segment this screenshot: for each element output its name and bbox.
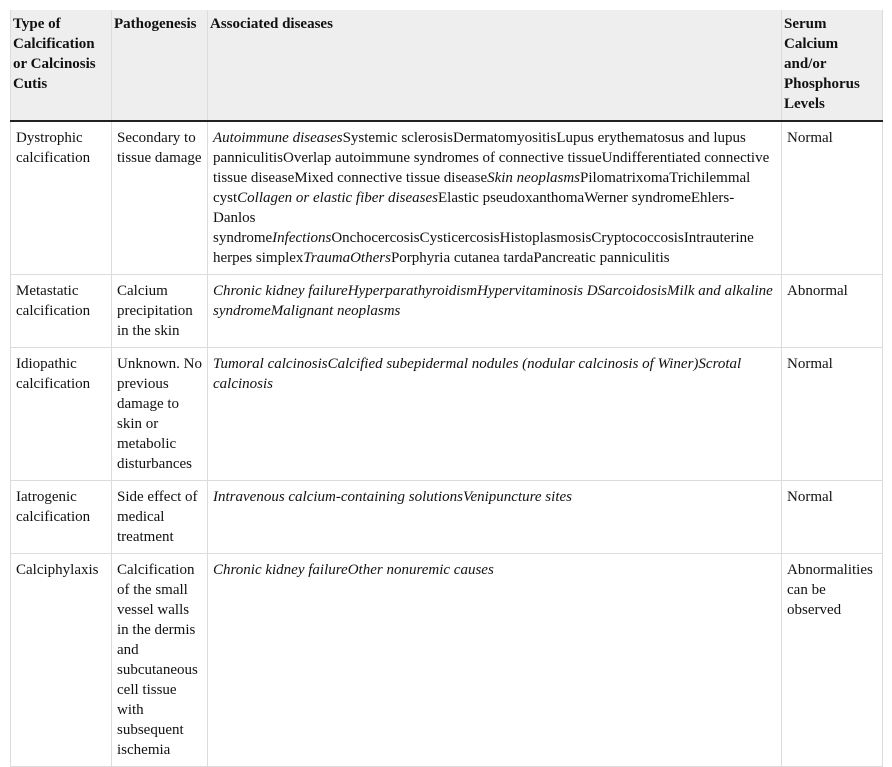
disease-item: Trichilemmal cyst [213, 170, 751, 206]
table-row [11, 121, 883, 275]
calcinosis-table [10, 10, 883, 767]
disease-category: Sarcoidosis [597, 283, 667, 299]
disease-category: Hyperparathyroidism [347, 283, 478, 299]
type-cell: Metastatic calcification [11, 275, 112, 348]
table-row [11, 554, 883, 767]
type-cell: Dystrophic calcification [11, 121, 112, 275]
header-pathogenesis: Pathogenesis [112, 10, 208, 121]
table-body [11, 121, 883, 767]
levels-cell: Normal [782, 348, 883, 481]
levels-cell: Abnormalities can be observed [782, 554, 883, 767]
table-header [11, 10, 883, 121]
disease-item: Mixed connective tissue disease [294, 170, 488, 186]
disease-item: Lupus erythematosus and lupus panniculitis [213, 130, 746, 166]
type-cell: Iatrogenic calcification [11, 481, 112, 554]
disease-item: Elastic pseudoxanthoma [438, 190, 585, 206]
disease-category: Trauma [303, 250, 351, 266]
disease-item: Cysticercosis [419, 230, 500, 246]
levels-cell: Normal [782, 481, 883, 554]
header-type: Type of Calcification or Calcinosis Cutis [11, 10, 112, 121]
pathogenesis-cell: Calcium precipitation in the skin [112, 275, 208, 348]
disease-category: Others [350, 250, 391, 266]
disease-category: Chronic kidney failure [213, 562, 348, 578]
table-row [11, 348, 883, 481]
disease-category: Collagen or elastic fiber diseases [237, 190, 438, 206]
disease-category: Calcified subepidermal nodules (nodular calcinosis of Winer) [327, 356, 699, 372]
disease-item: Onchocercosis [331, 230, 420, 246]
disease-item: Histoplasmosis [499, 230, 592, 246]
disease-item: Pancreatic panniculitis [533, 250, 670, 266]
disease-category: Tumoral calcinosis [213, 356, 328, 372]
table-row [11, 481, 883, 554]
diseases-cell [208, 348, 782, 481]
disease-item: Systemic sclerosis [342, 130, 453, 146]
diseases-cell [208, 275, 782, 348]
disease-category: Milk and alkaline syndrome [213, 283, 773, 319]
disease-category: Infections [272, 230, 332, 246]
pathogenesis-cell: Unknown. No previous damage to skin or metabolic disturbances [112, 348, 208, 481]
disease-item: Porphyria cutanea tarda [390, 250, 534, 266]
disease-item: Dermatomyositis [452, 130, 557, 146]
disease-item: Intrauterine herpes simplex [213, 230, 754, 266]
disease-item: Cryptococcosis [591, 230, 684, 246]
disease-category: Autoimmune diseases [213, 130, 343, 146]
disease-category: Malignant neoplasms [270, 303, 401, 319]
disease-item: Undifferentiated connective tissue disease [213, 150, 770, 186]
diseases-cell [208, 481, 782, 554]
table-row [11, 275, 883, 348]
pathogenesis-cell: Secondary to tissue damage [112, 121, 208, 275]
type-cell: Idiopathic calcification [11, 348, 112, 481]
disease-category: Intravenous calcium-containing solutions [213, 489, 463, 505]
disease-item: Overlap autoimmune syndromes of connective tissue [283, 150, 602, 166]
disease-category: Venipuncture sites [462, 489, 572, 505]
header-diseases: Associated diseases [208, 10, 782, 121]
diseases-cell [208, 554, 782, 767]
disease-category: Skin neoplasms [487, 170, 581, 186]
levels-cell: Abnormal [782, 275, 883, 348]
disease-item: Werner syndrome [584, 190, 691, 206]
disease-category: Other nonuremic causes [347, 562, 494, 578]
diseases-cell [208, 121, 782, 275]
disease-item: Ehlers-Danlos syndrome [213, 190, 735, 246]
header-row [11, 10, 883, 121]
pathogenesis-cell: Calcification of the small vessel walls in the dermis and subcutaneous cell tissue with subsequent ischemia [112, 554, 208, 767]
disease-category: Scrotal calcinosis [213, 356, 742, 392]
disease-category: Chronic kidney failure [213, 283, 348, 299]
header-levels: Serum Calcium and/or Phosphorus Levels [782, 10, 883, 121]
disease-category: Hypervitaminosis D [477, 283, 598, 299]
levels-cell: Normal [782, 121, 883, 275]
pathogenesis-cell: Side effect of medical treatment [112, 481, 208, 554]
disease-item: Pilomatrixoma [580, 170, 670, 186]
type-cell: Calciphylaxis [11, 554, 112, 767]
